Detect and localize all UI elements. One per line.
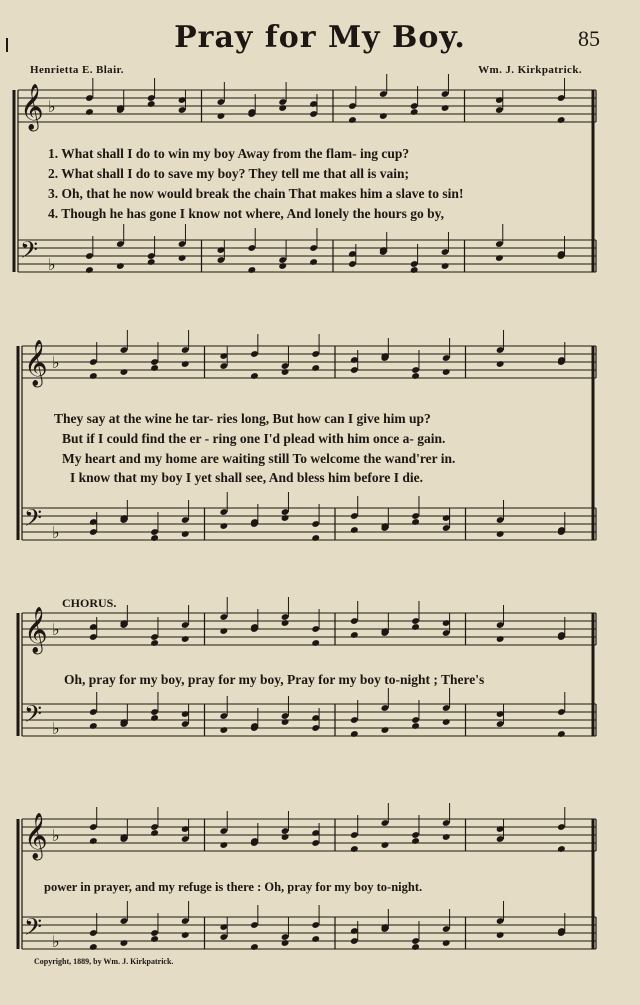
note-head: [120, 368, 129, 376]
note-head: [89, 837, 98, 845]
note-head: [150, 534, 159, 542]
note-head: [350, 631, 359, 639]
flat-sign: ♭: [48, 97, 56, 116]
note-head: [278, 262, 287, 270]
note-head: [381, 726, 390, 734]
note-head: [219, 522, 228, 530]
note-head: [557, 845, 566, 853]
note-head: [150, 829, 159, 837]
page-number: 85: [578, 26, 600, 51]
bass-clef: 𝄢: [24, 504, 43, 537]
verse-1-line-1: 1. What shall I do to win my boy Away from the flam- ing cup?: [48, 146, 410, 161]
verse-2-line-2: But if I could find the er - ring one I'd plead with him once a- gain.: [62, 431, 446, 446]
note-head: [89, 943, 98, 951]
note-head: [181, 360, 190, 368]
note-head: [181, 931, 190, 939]
flat-sign: ♭: [48, 255, 56, 274]
note-head: [178, 254, 187, 262]
note-head: [411, 722, 420, 730]
note-head: [496, 530, 505, 538]
verse-3-line-2: My heart and my home are waiting still To welcome the wand'rer in.: [62, 451, 456, 466]
note-head: [381, 841, 390, 849]
note-head: [311, 639, 320, 647]
note-head: [411, 943, 420, 951]
note-head: [557, 730, 566, 738]
note-head: [181, 530, 190, 538]
note-head: [89, 722, 98, 730]
flat-sign: ♭: [52, 523, 60, 542]
note-head: [441, 104, 450, 112]
flat-sign: ♭: [52, 620, 60, 639]
note-head: [150, 935, 159, 943]
note-head: [411, 623, 420, 631]
note-head: [281, 619, 290, 627]
note-head: [247, 266, 256, 274]
note-head: [442, 833, 451, 841]
note-head: [442, 718, 451, 726]
copyright-notice: Copyright, 1889, by Wm. J. Kirkpatrick.: [34, 957, 174, 966]
note-head: [278, 104, 287, 112]
note-head: [217, 112, 226, 120]
flat-sign: ♭: [52, 826, 60, 845]
note-head: [441, 262, 450, 270]
note-head: [85, 108, 94, 116]
note-head: [150, 714, 159, 722]
treble-clef: 𝄞: [20, 84, 44, 130]
note-head: [281, 833, 290, 841]
composer-credit: Wm. J. Kirkpatrick.: [478, 64, 582, 76]
note-head: [281, 939, 290, 947]
note-head: [410, 108, 419, 116]
note-head: [350, 845, 359, 853]
note-head: [116, 262, 125, 270]
note-head: [379, 112, 388, 120]
lyricist-credit: Henrietta E. Blair.: [30, 64, 124, 76]
note-head: [411, 518, 420, 526]
note-head: [557, 116, 566, 124]
treble-clef: 𝄞: [24, 813, 48, 859]
note-head: [496, 360, 505, 368]
verse-2-line-1: 2. What shall I do to save my boy? They tell me that all is vain;: [48, 166, 410, 181]
bass-clef: 𝄢: [24, 913, 43, 946]
note-head: [120, 939, 129, 947]
treble-clef: 𝄞: [24, 340, 48, 386]
flat-sign: ♭: [52, 719, 60, 738]
note-head: [147, 258, 156, 266]
flat-sign: ♭: [52, 353, 60, 372]
note-head: [411, 372, 420, 380]
chorus-label: CHORUS.: [62, 596, 117, 610]
note-head: [442, 939, 451, 947]
note-head: [281, 718, 290, 726]
note-head: [311, 935, 320, 943]
note-head: [281, 368, 290, 376]
note-head: [442, 368, 451, 376]
note-head: [219, 627, 228, 635]
note-head: [348, 116, 357, 124]
note-head: [311, 534, 320, 542]
treble-clef: 𝄞: [24, 607, 48, 653]
note-head: [219, 841, 228, 849]
bass-clef: 𝄢: [24, 700, 43, 733]
hymn-title: Pray for My Boy.: [174, 20, 466, 55]
note-head: [150, 364, 159, 372]
flat-sign: ♭: [52, 932, 60, 951]
note-head: [219, 726, 228, 734]
note-head: [496, 931, 505, 939]
verse-4-line-2: I know that my boy I yet shall see, And bless him before I die.: [70, 470, 424, 485]
note-head: [89, 372, 98, 380]
note-head: [311, 364, 320, 372]
chorus-line-2: power in prayer, and my refuge is there : Oh, pray for my boy to-night.: [44, 880, 423, 894]
note-head: [350, 526, 359, 534]
note-head: [250, 372, 259, 380]
verse-1-line-2: They say at the wine he tar- ries long, But how can I give him up?: [54, 411, 431, 426]
verse-3-line-1: 3. Oh, that he now would break the chain That makes him a slave to sin!: [48, 186, 464, 201]
note-head: [181, 635, 190, 643]
bass-clef: 𝄢: [20, 236, 39, 269]
note-head: [281, 514, 290, 522]
note-head: [309, 258, 318, 266]
note-head: [150, 639, 159, 647]
note-head: [495, 254, 504, 262]
note-head: [411, 837, 420, 845]
note-head: [410, 266, 419, 274]
note-head: [250, 943, 259, 951]
note-head: [85, 266, 94, 274]
verse-4-line-1: 4. Though he has gone I know not where, And lonely the hours go by,: [48, 206, 444, 221]
note-head: [496, 635, 505, 643]
chorus-line-1: Oh, pray for my boy, pray for my boy, Pray for my boy to-night ; There's: [64, 672, 485, 687]
note-head: [147, 100, 156, 108]
note-head: [350, 730, 359, 738]
